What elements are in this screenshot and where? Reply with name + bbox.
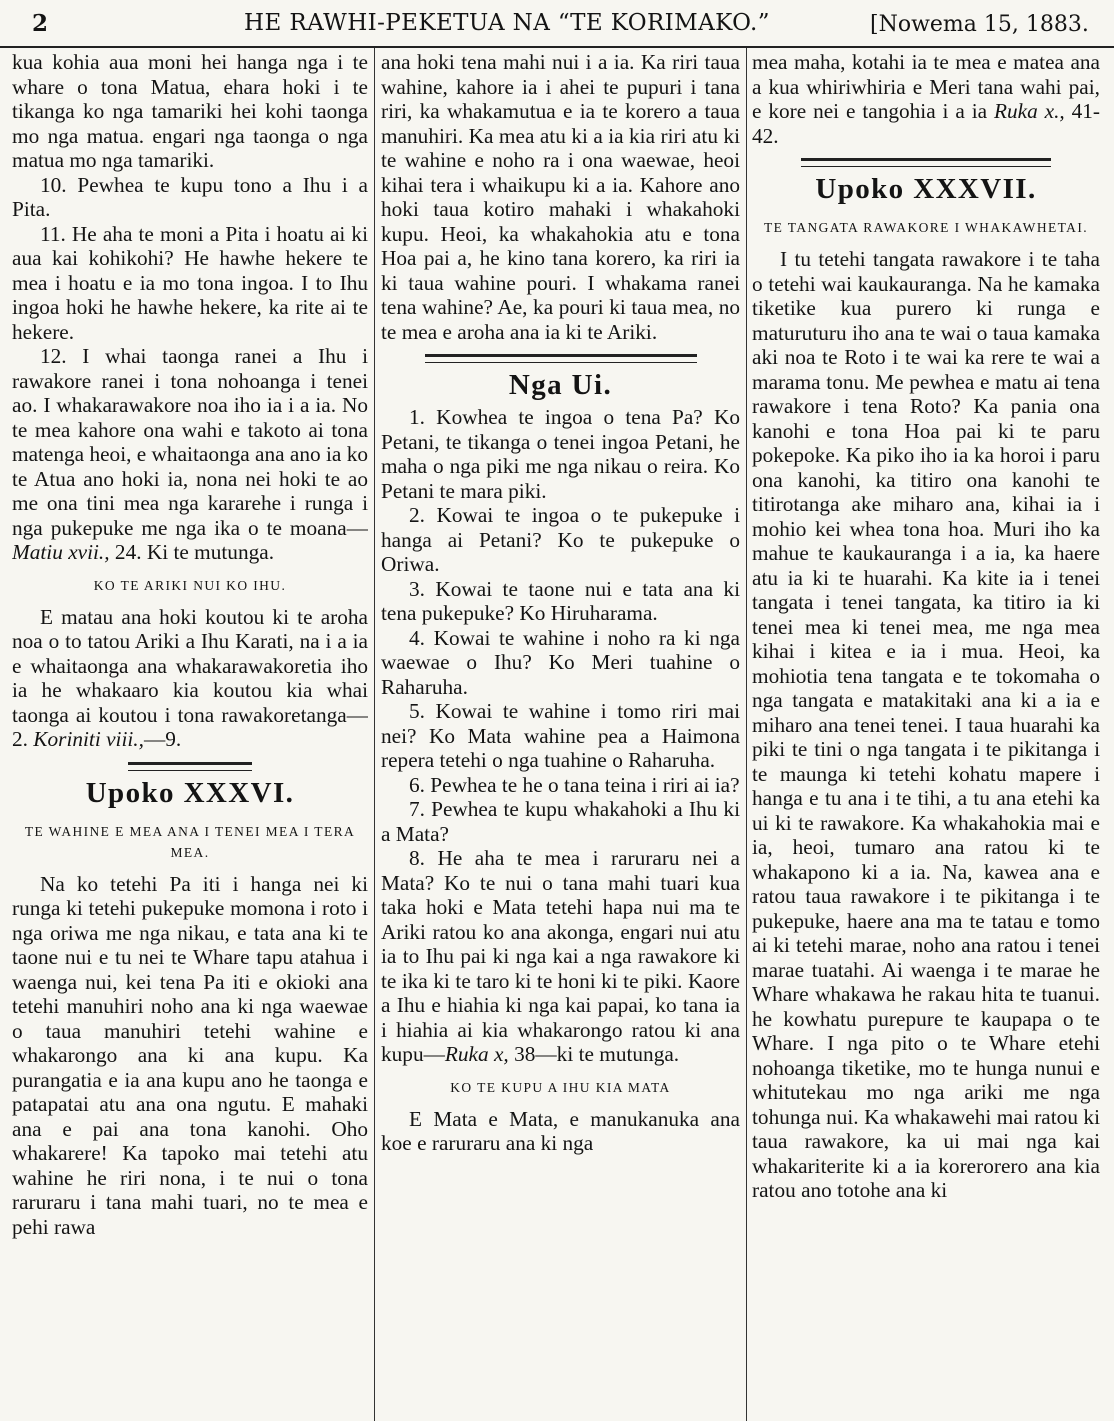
question-7: 7. Pewhea te kupu whakahoki a Ihu ki a Mata? <box>381 797 740 846</box>
question-12 <box>12 344 368 565</box>
paragraph: ana hoki tena mahi nui i a ia. Ka riri taua wahine, kahore ia i ahei te pupuri i tana riri, ka whakamutua e ia te korero a taua manuhiri. Ka mea atu ki a ia kia riri atu ki te wahine e noho ra i ona waewae, heoi kihai tera i whaikupu ki a ia. Kahore ano hoki taua kotiro mahaki i whakahoki kupu. Heoi, ka whakahokia atu e tona Hoa pai a, he kino tana korero, ka riri ia ki taua wahine pouri. I whakama ranei tena wahine? Ae, ka pouri ki taua mea, no te mea e aroha ana ia ki te Ariki. <box>381 50 740 344</box>
paragraph-end: —9. <box>143 727 182 751</box>
paragraph: Na ko tetehi Pa iti i hanga nei ki runga ki tetehi pukepuke momona i roto i nga oriwa me nga nikau, e tata ana ki te taone nui e tu nei te Whare tapu atahua i waenga nui, kei tena Pa iti e okioki ana tetehi manuhiri noho ana ki nga waewae o taua manuhiri tetehi wahine e whakarongo ana ki ana kupu. Ka purangatia e ia ana kupu ano he taonga e patapatai atu ana ona ngutu. E mahaki ana e pai ana tona kanohi. Oho whakarere! Ka tapoko mai tetehi atu wahine he riri nona, i te nui o tona raruraru i tana mahi tuari, no te mea e pehi rawa <box>12 871 368 1239</box>
paragraph-text: mea maha, kotahi ia te mea e matea ana a kua whiriwhiria e Meri tana wahi pai, e kore nei e tangohia i a ia <box>752 50 1100 123</box>
chapter-title: Upoko XXXVII. <box>815 173 1037 205</box>
column-rule-1 <box>374 48 375 1421</box>
scripture-reference: Ruka x., <box>993 99 1065 123</box>
column-2 <box>381 50 740 1421</box>
paragraph-end: 41-42. <box>752 99 1100 148</box>
question-4: 4. Kowai te wahine i noho ra ki nga waewae o Ihu? Ko Meri tuahine o Raharuha. <box>381 625 740 699</box>
double-rule-divider <box>801 158 1051 167</box>
chapter-subtitle: TE WAHINE E MEA ANA I TENEI MEA I TERA MEA. <box>24 823 356 860</box>
question-12-end: 24. Ki te mutunga. <box>109 540 275 564</box>
running-title: HE RAWHI-PEKETUA NA “TE KORIMAKO.” <box>244 10 770 36</box>
scripture-reference: Matiu xvii., <box>12 540 110 564</box>
chapter-title: Upoko XXXVI. <box>85 776 295 809</box>
scripture-reference: Ruka x, <box>444 1042 509 1066</box>
question-3: 3. Kowai te taone nui e tata ana ki tena pukepuke? Ko Hiruharama. <box>381 576 740 625</box>
column-rule-2 <box>746 48 747 1421</box>
scripture-reference: Koriniti viii., <box>33 727 144 751</box>
double-rule-divider <box>128 762 252 771</box>
double-rule-divider <box>425 354 697 363</box>
question-5: 5. Kowai te wahine i tomo riri mai nei? Ko Mata wahine pea a Haimona repera tetehi o nga tuahine o Raharuha. <box>381 699 740 772</box>
question-10: 10. Pewhea te kupu tono a Ihu i a Pita. <box>12 172 368 221</box>
issue-date: [Nowema 15, 1883. <box>870 12 1089 37</box>
question-1: 1. Kowhea te ingoa o tena Pa? Ko Petani, te tikanga o tenei ingoa Petani, he maha o nga piki me nga nikau o reira. Ko Petani te mara piki. <box>381 405 740 503</box>
question-11: 11. He aha te moni a Pita i hoatu ai ki aua kai kohikohi? He hawhe hekere te mea i hoatu e ia mo tona ingoa. I to Ihu ingoa hoki he hawhe hekere, ka rite ai te hekere. <box>12 221 368 344</box>
paragraph: I tu tetehi tangata rawakore i te taha o tetehi wai kaukauranga. Na he kamaka tiketike kua purero ki runga e maturuturu iho ana te wai o taua kamaka aki noa te Roto i te wai ka rere te wai a marama tonu. Me pewhea e matu ai tena rawakore i tena Roto? Ka pania ona kanohi e tona Hoa pai ki te paru pokepoke. Ka piko iho ia ka horoi i paru ona kanohi, ka titiro ona kanohi te titirotanga ake miharo ana, kihai ia i mohio kei whea tona hoa. Muri iho ka mahue te kaukauranga i a ia, ka haere atu ia ki te huarahi. Ka kite ia i tenei tangata i tenei tangata, ka titiro ia ki tenei mea ki tenei mea, me nga mea kihai i kitea e ia i mua. Heoi, ka mohiotia tena tangata e te tokomaha o nga tangata e matakitaki ana ki a ia e miharo ana tenei tenei. I taua huarahi ka piki te tini o nga tangata i te pikitanga i te maunga ki tetehi kohatu mapere i hanga e tu ana i te tihi, a tu ana etehi ka ui ki te rawakore. Ka whakahokia mai e ia, heoi, tumaro ana ratou ki te whakapono ki a ia. Na, kawea ana e ratou taua rawakore i te pikitanga i te pukepuke, haere ana ma te tatau e tomo ai ki tetehi marae, noho ana ratou i tenei marae tuatahi. Ai waenga i te marae he Whare whakawa he rakau hita te tuanui. he kowhatu purepure te kaupapa o te Whare. I nga pito o te Whare etehi nohoanga tiketike, mo te hunga nunui e whitutekau mo nga ariki me nga tohunga nui. Ka whakawehi mai ratou ki taua rawakore, ka ui mai nga kai whakariterite ki a ia korerorero ana kia ratou ano totohe ana ki <box>752 247 1100 1202</box>
column-1 <box>12 50 368 1421</box>
page-header <box>0 0 1114 48</box>
question-8-text: 8. He aha te mea i raruraru nei a Mata? Ko te nui o tana mahi tuari kua taka hoki e Mata tetehi hapa nui ma te Ariki ratou ko ana akonga, engari nui atu ia to Ihu pai ki nga kai a nga rawakore ki te ika ki te taro ki te honi ki te piki. Kaore a Ihu e hiahia ki nga kai papai, ko tana ia i hiahia ai kia whakarongo ratou ki ana kupu— <box>381 846 740 1066</box>
paragraph <box>12 605 368 752</box>
section-subheading: KO TE ARIKI NUI KO IHU. <box>93 577 287 593</box>
chapter-subtitle: TE TANGATA RAWAKORE I WHAKAWHETAI. <box>763 220 1089 235</box>
question-12-text: 12. I whai taonga ranei a Ihu i rawakore ranei i tona nohoanga i tenei ao. I whakarawakore noa iho ia i a ia. No te mea kahore ona wahi e takoto ai tona matenga heoi, e whaitaonga ana ano ia ko te Atua ano hoki ia, nona nei hoki te ao me ona tini mea nga kararehe i runga i nga pukepuke me nga ika o te moana— <box>12 344 368 540</box>
question-6: 6. Pewhea te he o tana teina i riri ai ia? <box>409 772 740 797</box>
page-number: 2 <box>32 10 49 37</box>
paragraph <box>752 50 1100 148</box>
question-2: 2. Kowai te ingoa o te pukepuke i hanga ai Petani? Ko te pukepuke o Oriwa. <box>381 503 740 576</box>
paragraph: E Mata e Mata, e manukanuka ana koe e raruraru ana ki nga <box>381 1106 740 1155</box>
question-8-end: 38—ki te mutunga. <box>508 1042 680 1066</box>
question-8 <box>381 846 740 1067</box>
paragraph: kua kohia aua moni hei hanga nga i te whare o tona Matua, ehara hoki i te tikanga ko nga tamariki hei kohi taonga mo nga matua. engari nga taonga o nga matua mo nga tamariki. <box>12 50 368 172</box>
section-title: Nga Ui. <box>508 369 613 401</box>
column-3 <box>752 50 1100 1421</box>
paragraph-text: E matau ana hoki koutou ki te aroha noa o to tatou Ariki a Ihu Karati, na i a ia e whaitaonga ana whakarawakoretia iho ia he whakaaro kia koutou kia whai taonga ai koutou i tona rawakoretanga—2. <box>12 604 368 751</box>
section-subheading: KO TE KUPU A IHU KIA MATA <box>450 1079 671 1095</box>
